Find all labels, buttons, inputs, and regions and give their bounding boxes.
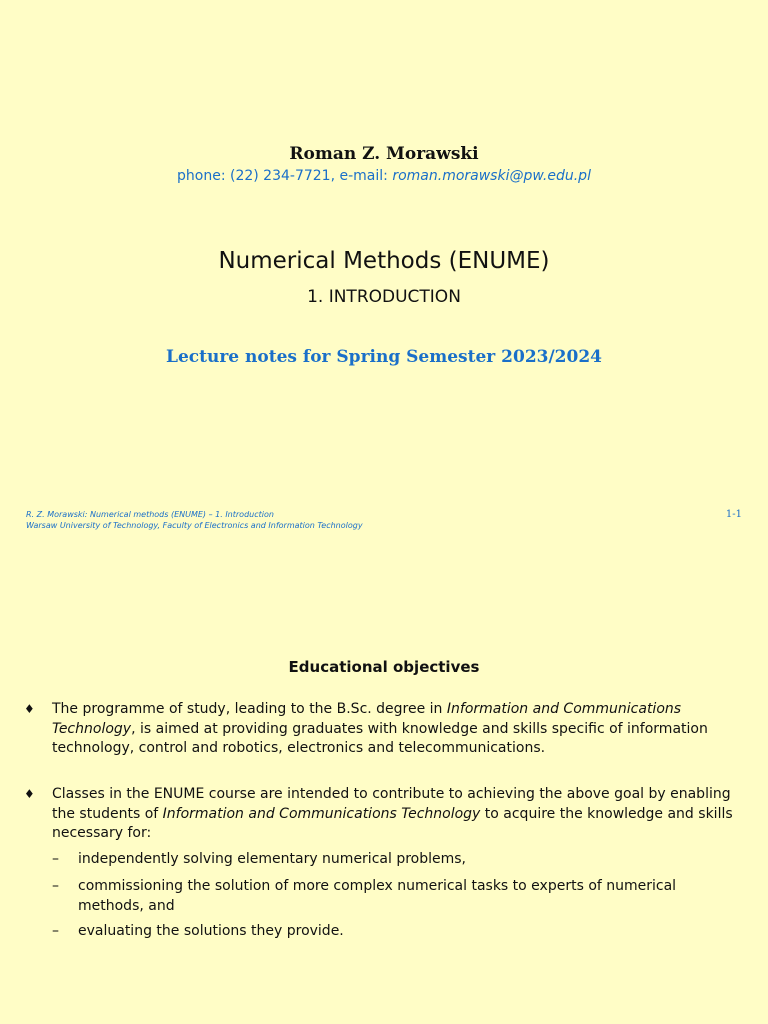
sub-item: [52, 922, 742, 942]
sub-item: [52, 877, 742, 916]
dash-bullet: –: [52, 851, 59, 867]
bullet-text-part: , is aimed at providing graduates with knowledge and skills specific of information technology, control and robotics, electronics and telecommunications.: [52, 720, 708, 756]
author-name: Roman Z. Morawski: [289, 144, 479, 164]
contact-info: [0, 168, 768, 184]
objectives-slide: [0, 540, 768, 1024]
sub-item-text: evaluating the solutions they provide.: [78, 923, 344, 939]
bullet-text-part: Classes in the ENUME course are intended to contribute to achieving the above goal by enabling the students of: [52, 786, 731, 822]
objectives-title: Educational objectives: [288, 658, 480, 676]
contact-email: roman.morawski@pw.edu.pl: [392, 168, 591, 184]
sub-item-text: commissioning the solution of more complex numerical tasks to experts of numerical methods, and: [78, 878, 677, 914]
semester-subtitle: Lecture notes for Spring Semester 2023/2024: [166, 347, 602, 367]
diamond-bullet-icon: ♦: [24, 787, 35, 801]
objective-bullet-1: [24, 700, 744, 759]
degree-name: Information and Communications Technology: [162, 805, 481, 822]
course-title: Numerical Methods (ENUME): [218, 248, 550, 274]
contact-phone: phone: (22) 234-7721, e-mail:: [177, 168, 393, 184]
bullet-text: [52, 700, 744, 759]
footer-line-1: R. Z. Morawski: Numerical methods (ENUME) – 1. Introduction: [26, 510, 274, 519]
sub-item-text: independently solving elementary numerical problems,: [78, 851, 466, 867]
footer-line-2: Warsaw University of Technology, Faculty of Electronics and Information Technology: [26, 521, 363, 530]
dash-bullet: –: [52, 923, 59, 939]
bullet-text: [52, 785, 744, 844]
page-number: 1-1: [725, 509, 742, 520]
degree-name: Information and Communications Technology: [52, 701, 682, 737]
slide-footer: [26, 509, 363, 531]
bullet-text-part: to acquire the knowledge and skills necessary for:: [52, 805, 733, 841]
sub-item: [52, 850, 742, 870]
dash-bullet: –: [52, 878, 59, 894]
objective-bullet-2: [24, 785, 744, 844]
bullet-text-part: The programme of study, leading to the B.Sc. degree in: [52, 701, 447, 717]
diamond-bullet-icon: ♦: [24, 702, 35, 716]
chapter-title: 1. INTRODUCTION: [307, 287, 461, 307]
